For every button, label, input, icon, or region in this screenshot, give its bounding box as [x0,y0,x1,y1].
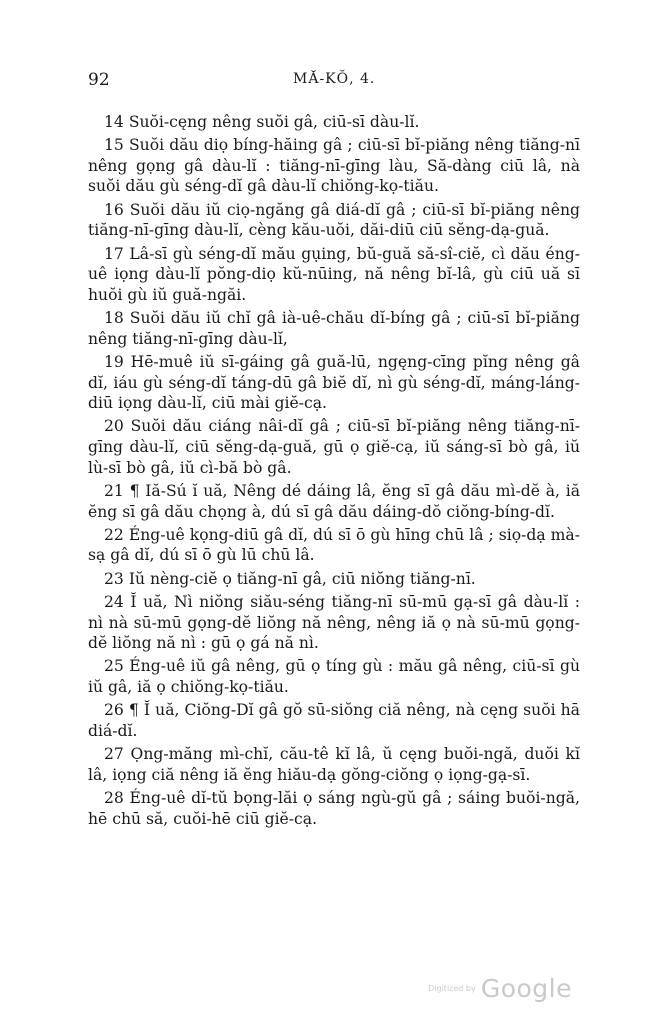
verse [88,592,580,654]
verse [88,569,580,590]
verse [88,200,580,241]
verse-text: ¶ Iă-Sú ĭ uă, Nêng dé dáing lâ, ĕng sī gâ dău mì-dĕ à, iă ĕng sī gâ dău chọng à, dú sī gâ dău dáing-dŏ ciŏng-bíng-dĭ. [88,481,580,521]
page-number: 92 [88,70,110,90]
verse-number: 15 [104,136,124,155]
verse-number: 19 [104,352,124,371]
watermark-prefix: Digitized by [428,984,476,993]
verse-number: 18 [104,309,124,328]
verse [88,481,580,522]
verse-text: Iŭ nèng-ciĕ ọ tiăng-nī gâ, ciū niŏng tiăng-nī. [128,569,476,588]
verse-number: 23 [104,569,124,588]
verse-text: Éng-uê iŭ gâ nêng, gū ọ tíng gù : mău gâ nêng, ciū-sī gù iŭ gâ, iă ọ chiŏng-kọ-tiău. [88,657,580,696]
running-head [88,70,580,106]
verse-number: 28 [104,789,124,808]
verse-number: 14 [104,113,124,131]
digitized-by-google-watermark [428,974,572,1003]
verse [88,112,580,133]
verse [88,744,580,785]
verse-number: 17 [104,244,124,263]
verse-text: ¶ Ĭ uă, Ciŏng-Dĭ gâ gŏ sū-siŏng ciă nêng, nà cęng suŏi hā diá-dĭ. [88,701,580,740]
google-logo: Google [480,974,572,1003]
verse-number: 26 [104,701,124,720]
verse [88,525,580,566]
verse-number: 25 [104,657,124,676]
verse-text: Lâ-sī gù séng-dĭ mău gụing, bŭ-guă să-sî-ciĕ, cì dău éng-uê iọng dàu-lĭ pŏng-diọ kŭ-nūing, nă nêng bĭ-lâ, gù ciū uă sī huŏi gù iŭ guă-ngăi. [88,244,580,304]
verse [88,244,580,306]
verse [88,700,580,741]
verse [88,308,580,349]
verse-text: Suŏi-cęng nêng suŏi gâ, ciū-sī dàu-lĭ. [128,113,420,131]
verse-text: Ĭ uă, Nì niŏng siău-séng tiăng-nī sū-mū gạ-sī gâ dàu-lĭ : nì nà sū-mū gọng-dĕ liŏng nă nêng, nêng iă ọ nà sū-mū gọng-dĕ liŏng nă nì : gū ọ gá nă nì. [88,592,580,653]
header-title: MĂ-KŎ, 4. [293,71,376,87]
verse [88,656,580,697]
verse-number: 24 [104,592,124,611]
verse [88,416,580,478]
verse-text: Suŏi dău ciáng nâi-dĭ gâ ; ciū-sī bĭ-piăng nêng tiăng-nī-gīng dàu-lĭ, ciū sĕng-dạ-guă, gū ọ giĕ-cạ, iŭ sáng-sī bò gâ, iŭ lù-sī bò gâ, iŭ cì-bă bò gâ. [88,417,580,477]
verse-text: Suŏi dău diọ bíng-hăing gâ ; ciū-sī bĭ-piăng nêng tiăng-nī nêng gọng gâ dàu-lĭ : tiăng-nī-gīng làu, Să-dàng ciū lâ, nà suŏi dău gù séng-dĭ gâ dàu-lĭ chiŏng-kọ-tiău. [88,136,580,196]
verse-number: 21 [104,481,124,500]
verse-text: Hē-muê iŭ sī-gáing gâ guă-lū, ngęng-cīng pĭng nêng gâ dĭ, iáu gù séng-dĭ táng-dū gâ biĕ dĭ, nì gù séng-dĭ, máng-láng-diū iọng dàu-lĭ, ciū mài giĕ-cạ. [88,352,580,413]
verse-number: 22 [104,525,124,544]
verse-text: Ọng-măng mì-chĭ, cău-tê kĭ lâ, ŭ cęng buŏi-ngă, duŏi kĭ lâ, iọng ciă nêng iă ĕng hiău-dạ gŏng-ciŏng ọ iọng-gạ-sī. [88,745,580,784]
verse [88,135,580,197]
verse-number: 27 [104,745,124,764]
book-page [88,70,580,832]
verse-text: Éng-uê dĭ-tŭ bọng-lăi ọ sáng ngù-gŭ gâ ; sáing buŏi-ngă, hē chū să, cuŏi-hē ciū giĕ-cạ. [88,789,580,828]
verse-number: 16 [104,200,124,219]
verse-number: 20 [104,417,124,436]
verse-text: Suŏi dău iŭ chĭ gâ ià-uê-chău dĭ-bíng gâ ; ciū-sī bĭ-piăng nêng tiăng-nī-gīng dàu-lĭ, [88,309,580,348]
verse-text: Éng-uê kọng-diū gâ dĭ, dú sī ō gù hīng chū lâ ; siọ-dạ mà-sạ gâ dĭ, dú sī ō gù lū chū lâ. [88,525,580,565]
verse-text: Suŏi dău iŭ ciọ-ngăng gâ diá-dĭ gâ ; ciū-sī bĭ-piăng nêng tiăng-nī-gīng dàu-lĭ, cèng kău-uŏi, dăi-diū ciū sĕng-dạ-guă. [88,200,580,240]
verse [88,788,580,829]
verse-list [88,112,580,829]
verse [88,352,580,414]
